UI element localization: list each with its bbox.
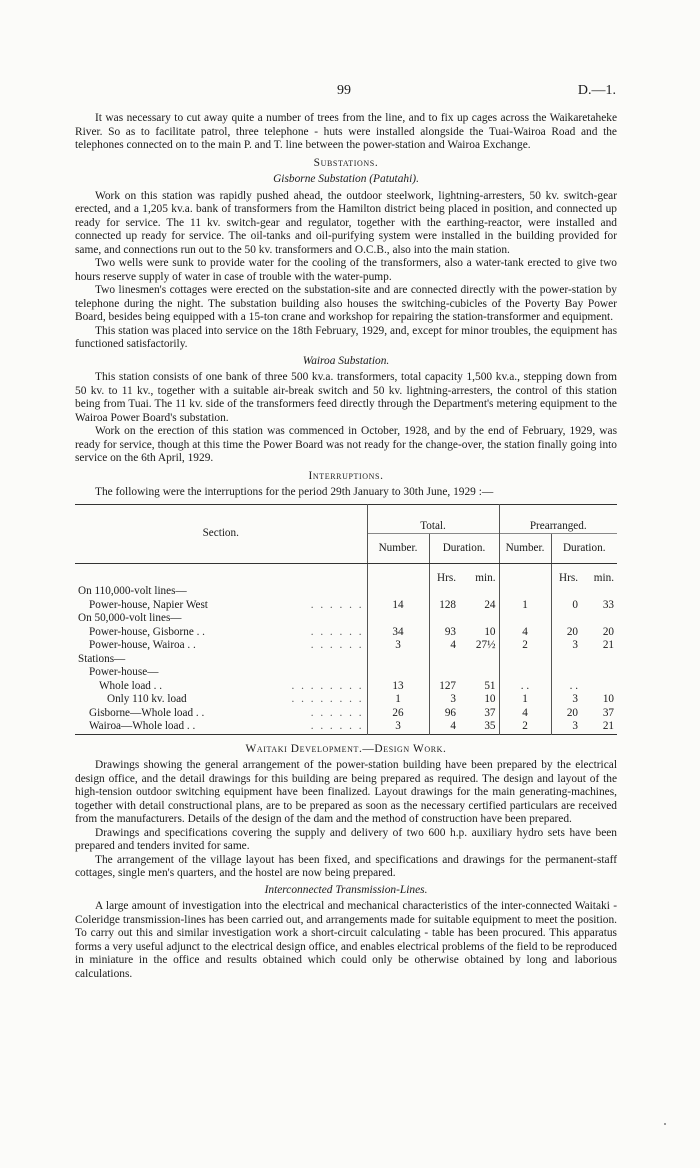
- cell-prearranged-number: [499, 585, 551, 599]
- interruptions-table-body: [75, 585, 617, 734]
- row-section-label: [75, 720, 367, 734]
- table-row: [75, 639, 617, 653]
- table-row: [75, 599, 617, 613]
- unit-hrs: Hrs.: [551, 563, 581, 585]
- table-row: [75, 585, 617, 599]
- interconnected-heading: Interconnected Transmission-Lines.: [264, 883, 428, 896]
- cell-total-hours: 127: [429, 680, 459, 694]
- cell-total-hours: 4: [429, 720, 459, 734]
- leader-dots: . . . . . . . .: [291, 679, 364, 692]
- cell-total-number: [367, 666, 429, 680]
- cell-prearranged-hours: [551, 585, 581, 599]
- row-section-label: [75, 626, 367, 640]
- cell-total-minutes: 10: [484, 693, 496, 705]
- cell-total-number: 14: [367, 599, 429, 613]
- row-label-text: Only 110 kv. load: [107, 693, 187, 705]
- cell-total-number: 26: [367, 707, 429, 721]
- table-row: [75, 680, 617, 694]
- cell-prearranged-minutes: 21: [602, 720, 614, 732]
- column-header-prearranged: Prearranged.: [499, 504, 617, 534]
- cell-total-number: 3: [367, 720, 429, 734]
- leader-dots: . . . . . .: [310, 625, 364, 638]
- leader-dots: . . . . . .: [310, 720, 364, 732]
- cell-prearranged-number: 4: [499, 707, 551, 721]
- gisborne-paragraph: Work on this station was rapidly pushed ahead, the outdoor steelwork, lightning-arresters, 50 kv. switch-gear erected, and a 1,205 kv.a. bank of transformers from the Hamilton district being placed in position, and connected up ready for service. The 11 kv. switch-gear and regulator, together with the earthing-reactor, were installed and connected up ready for service. The oil-tanks and oil-purifying system were installed in the building provided for same, and connections run out to the 50 kv. transformers and O.C.B., also into the main station.: [75, 189, 617, 256]
- table-row: [75, 666, 617, 680]
- leader-dots: . . . . . . . .: [291, 693, 364, 705]
- column-header-prearranged-duration: Duration.: [551, 534, 617, 564]
- row-label-text: Power-house—: [89, 666, 159, 678]
- document-body: [75, 112, 617, 981]
- substations-heading: Substations.: [313, 156, 379, 169]
- cell-total-minutes: [459, 585, 499, 599]
- cell-prearranged-hours: 3: [551, 639, 581, 653]
- cell-total-number: [367, 612, 429, 626]
- waitaki-heading: Waitaki Development.—Design Work.: [245, 742, 447, 755]
- cell-total-hours: [429, 666, 459, 680]
- gisborne-substation-heading: Gisborne Substation (Patutahi).: [273, 173, 419, 185]
- row-section-label: [75, 599, 367, 613]
- cell-total-number: 13: [367, 680, 429, 694]
- table-row: [75, 653, 617, 667]
- cell-prearranged-hours: 3: [551, 720, 581, 734]
- table-row: [75, 612, 617, 626]
- cell-prearranged-number: [499, 653, 551, 667]
- row-label-text: Whole load . .: [99, 679, 163, 692]
- cell-prearranged-number: . .: [499, 680, 551, 694]
- row-section-label: [75, 585, 367, 599]
- cell-total-hours: 4: [429, 639, 459, 653]
- cell-prearranged-hours: 3: [551, 693, 581, 707]
- cell-prearranged-number: [499, 612, 551, 626]
- row-section-label: [75, 707, 367, 721]
- row-label-text: Stations—: [78, 652, 126, 665]
- cell-total-minutes: [459, 666, 499, 680]
- cell-prearranged-minutes: [581, 666, 617, 680]
- cell-total-minutes: [459, 653, 499, 667]
- row-label-text: Gisborne—Whole load . .: [89, 706, 205, 719]
- table-row: [75, 626, 617, 640]
- row-label-text: On 110,000-volt lines—: [78, 585, 187, 597]
- interruptions-intro: The following were the interruptions for the period 29th January to 30th June, 1929 :—: [95, 486, 494, 498]
- cell-prearranged-minutes: 33: [602, 598, 614, 611]
- unit-hrs: Hrs.: [429, 563, 459, 585]
- cell-prearranged-minutes: [581, 680, 617, 694]
- cell-total-hours: 128: [429, 599, 459, 613]
- cell-total-number: 34: [367, 626, 429, 640]
- column-header-total: Total.: [367, 504, 499, 534]
- cell-prearranged-hours: [551, 666, 581, 680]
- cell-total-number: 1: [367, 693, 429, 707]
- table-row: [75, 720, 617, 734]
- page-header: [0, 84, 700, 100]
- column-header-prearranged-number: Number.: [499, 534, 551, 564]
- leader-dots: . . . . . .: [310, 639, 364, 651]
- leader-dots: . . . . . .: [310, 706, 364, 719]
- interruptions-table: [75, 504, 617, 741]
- cell-prearranged-hours: 20: [551, 707, 581, 721]
- cell-total-hours: 96: [429, 707, 459, 721]
- cell-total-minutes: 35: [484, 720, 496, 732]
- table-row: [75, 707, 617, 721]
- cell-total-minutes: [459, 612, 499, 626]
- cell-prearranged-hours: [551, 653, 581, 667]
- cell-prearranged-minutes: [581, 612, 617, 626]
- page-number: 99: [337, 83, 351, 98]
- cell-total-minutes: 37: [484, 706, 496, 719]
- cell-prearranged-minutes: 37: [602, 706, 614, 719]
- row-label-text: Wairoa—Whole load . .: [89, 720, 196, 732]
- table-row: [75, 693, 617, 707]
- column-header-total-duration: Duration.: [429, 534, 499, 564]
- cell-total-minutes: 10: [484, 625, 496, 638]
- cell-prearranged-hours: . .: [551, 680, 581, 694]
- gisborne-paragraph: This station was placed into service on the 18th February, 1929, and, except for minor troubles, the equipment has functioned satisfactorily.: [75, 324, 617, 350]
- intro-paragraph: It was necessary to cut away quite a number of trees from the line, and to fix up cages across the Waikaretaheke River. So as to facilitate patrol, three telephone - huts were installed alongside the Tuai-Wairoa Road and the telephones connected on to the main P. and T. line between the power-station and Wairoa Exchange.: [75, 112, 617, 151]
- page-speck: [664, 1123, 666, 1125]
- row-section-label: [75, 680, 367, 694]
- cell-prearranged-minutes: [581, 653, 617, 667]
- cell-total-hours: [429, 612, 459, 626]
- waitaki-paragraph: The arrangement of the village layout has been fixed, and specifications and drawings for the permanent-staff cottages, single men's quarters, and the hostel are now being prepared.: [75, 853, 617, 879]
- interruptions-heading: Interruptions.: [308, 469, 384, 482]
- cell-prearranged-hours: [551, 612, 581, 626]
- cell-total-minutes: 27½: [475, 639, 496, 651]
- cell-prearranged-minutes: 21: [602, 639, 614, 651]
- cell-total-number: [367, 653, 429, 667]
- row-label-text: Power-house, Wairoa . .: [89, 639, 196, 651]
- gisborne-paragraph: Two wells were sunk to provide water for the cooling of the transformers, also a water-tank erected to give two hours reserve supply of water in case of trouble with the water-pump.: [75, 257, 617, 283]
- waitaki-paragraph: Drawings showing the general arrangement of the power-station building have been prepared by the electrical design office, and the detail drawings for this building are being prepared as required. The design and layout of the high-tension outdoor switching equipment have been finalized. Layout drawings for the main generating-machines, together with detail constructional plans, are to be prepared as soon as the necessary certified particulars are received from the manufacturers. Details of the design of the dam and the method of construction have been prepared.: [75, 759, 617, 825]
- column-header-total-number: Number.: [367, 534, 429, 564]
- cell-prearranged-number: 1: [499, 693, 551, 707]
- row-section-label: [75, 653, 367, 667]
- cell-prearranged-number: 2: [499, 639, 551, 653]
- interconnected-paragraph: A large amount of investigation into the electrical and mechanical characteristics of the inter-connected Waitaki - Coleridge transmission-lines has been carried out, and arrangements made for suitable equipment to meet the position. To carry out this and similar investigation work a short-circuit calculating - table has been procured. This apparatus forms a very useful adjunct to the electrical design office, and enables electrical problems of the field to be reproduced in miniature in the office and results obtained which could only be otherwise obtained by long and laborious calculations.: [75, 900, 617, 980]
- wairoa-paragraph: This station consists of one bank of three 500 kv.a. transformers, total capacity 1,500 kv.a., stepping down from 50 kv. to 11 kv., together with a suitable air-break switch and 50 kv. lightning-arresters, the control of this station being from Tuai. The 11 kv. side of the transformers feed directly through the Department's metering equipment to the Wairoa Power Board's substation.: [75, 371, 617, 424]
- column-header-section: Section.: [75, 504, 367, 563]
- cell-total-minutes: 51: [484, 679, 496, 692]
- cell-total-hours: [429, 653, 459, 667]
- cell-prearranged-number: 4: [499, 626, 551, 640]
- document-reference: D.—1.: [577, 83, 616, 98]
- row-label-text: Power-house, Napier West: [89, 598, 208, 611]
- cell-prearranged-number: 2: [499, 720, 551, 734]
- unit-min: min.: [475, 571, 496, 584]
- row-section-label: [75, 639, 367, 653]
- cell-total-minutes: 24: [484, 598, 496, 611]
- wairoa-paragraph: Work on the erection of this station was commenced in October, 1928, and by the end of February, 1929, was ready for service, though at this time the Power Board was not ready for the change-over, the station finally going into service on the 6th April, 1929.: [75, 425, 617, 464]
- cell-total-hours: 93: [429, 626, 459, 640]
- waitaki-paragraph: Drawings and specifications covering the supply and delivery of two 600 h.p. auxiliary hydro sets have been prepared and tenders invited for same.: [75, 826, 617, 852]
- leader-dots: . . . . . .: [310, 598, 364, 611]
- cell-prearranged-minutes: [581, 585, 617, 599]
- row-label-text: On 50,000-volt lines—: [78, 612, 182, 624]
- unit-min: min.: [593, 571, 614, 584]
- cell-prearranged-number: 1: [499, 599, 551, 613]
- cell-prearranged-hours: 0: [551, 599, 581, 613]
- cell-prearranged-number: [499, 666, 551, 680]
- cell-total-number: [367, 585, 429, 599]
- gisborne-paragraph: Two linesmen's cottages were erected on the substation-site and are connected directly with the power-station by telephone during the night. The substation building also houses the switching-cubicles of the Poverty Bay Power Board, besides being equipped with a 15-ton crane and workshop for repairing the station-transformer and equipment.: [75, 284, 617, 323]
- row-label-text: Power-house, Gisborne . .: [89, 625, 205, 638]
- cell-prearranged-minutes: 10: [602, 693, 614, 705]
- row-section-label: [75, 612, 367, 626]
- row-section-label: [75, 666, 367, 680]
- cell-prearranged-minutes: 20: [602, 625, 614, 638]
- cell-prearranged-hours: 20: [551, 626, 581, 640]
- cell-total-hours: 3: [429, 693, 459, 707]
- wairoa-substation-heading: Wairoa Substation.: [302, 354, 390, 367]
- cell-total-hours: [429, 585, 459, 599]
- row-section-label: [75, 693, 367, 707]
- cell-total-number: 3: [367, 639, 429, 653]
